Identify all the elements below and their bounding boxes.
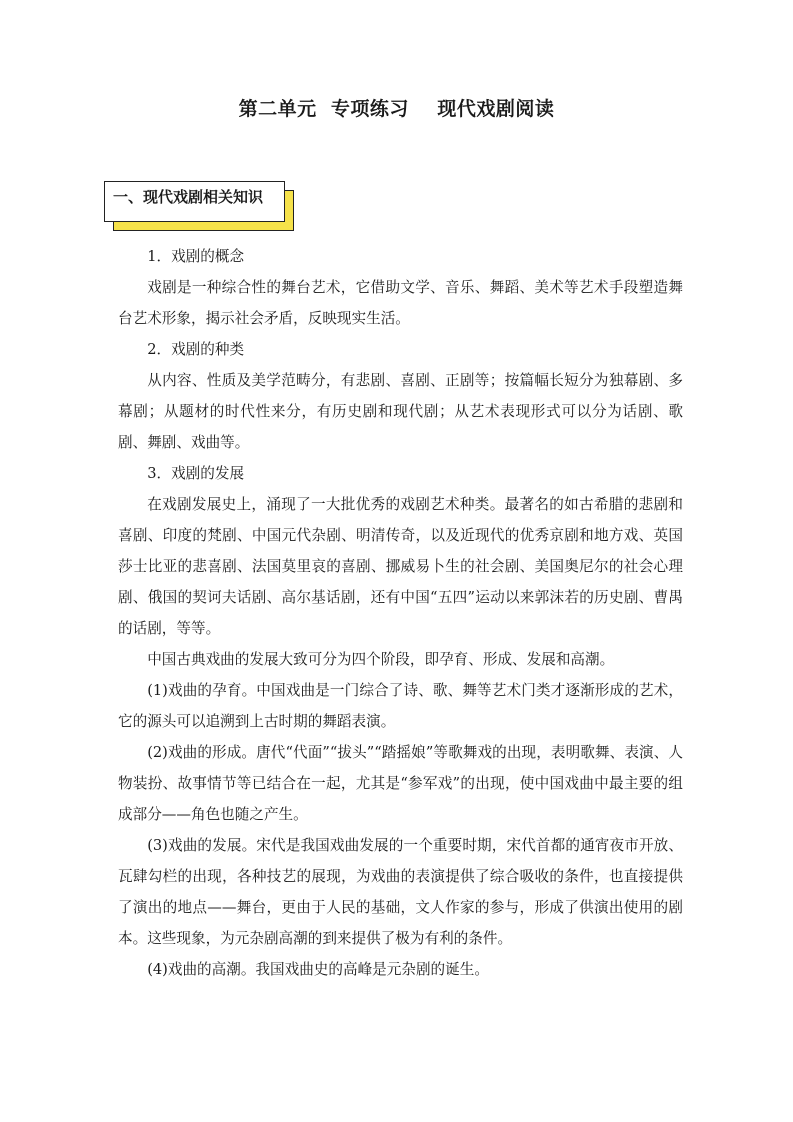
- subheading-types: 2．戏剧的种类: [147, 341, 245, 358]
- paragraph-types: 从内容、性质及美学范畴分，有悲剧、喜剧、正剧等；按篇幅长短分为独幕剧、多幕剧；从题材的时代性来分，有历史剧和现代剧；从艺术表现形式可以分为话剧、歌剧、舞剧、戏曲等。: [118, 372, 683, 451]
- body-content: [118, 241, 683, 985]
- paragraph-development: 在戏剧发展史上，涌现了一大批优秀的戏剧艺术种类。最著名的如古希腊的悲剧和喜剧、印度的梵剧、中国元代杂剧、明清传奇，以及近现代的优秀京剧和地方戏、英国莎士比亚的悲喜剧、法国莫里哀的喜剧、挪威易卜生的社会剧、美国奥尼尔的社会心理剧、俄国的契诃夫话剧、高尔基话剧，还有中国“五四”运动以来郭沫若的历史剧、曹禺的话剧，等等。: [118, 496, 683, 637]
- paragraph-stages-intro: 中国古典戏曲的发展大致可分为四个阶段，即孕育、形成、发展和高潮。: [147, 651, 615, 668]
- paragraph-stage-3: (3)戏曲的发展。宋代是我国戏曲发展的一个重要时期，宋代首都的通宵夜市开放、瓦肆勾栏的出现，各种技艺的展现，为戏曲的表演提供了综合吸收的条件，也直接提供了演出的地点——舞台，更由于人民的基础，文人作家的参与，形成了供演出使用的剧本。这些现象，为元杂剧高潮的到来提供了极为有利的条件。: [118, 837, 683, 947]
- subheading-development: 3．戏剧的发展: [147, 465, 245, 482]
- page-title: 第二单元 专项练习 现代戏剧阅读: [238, 98, 555, 120]
- subheading-concept: 1．戏剧的概念: [147, 248, 245, 265]
- paragraph-concept: 戏剧是一种综合性的舞台艺术，它借助文学、音乐、舞蹈、美术等艺术手段塑造舞台艺术形象，揭示社会矛盾，反映现实生活。: [118, 279, 683, 327]
- section-heading-box: [104, 181, 294, 231]
- section-box-frame: [104, 181, 285, 222]
- section-title: 一、现代戏剧相关知识: [113, 188, 264, 206]
- paragraph-stage-2: (2)戏曲的形成。唐代“代面”“拔头”“踏摇娘”等歌舞戏的出现，表明歌舞、表演、人物装扮、故事情节等已结合在一起，尤其是“参军戏”的出现，使中国戏曲中最主要的组成部分——角色也随之产生。: [118, 744, 683, 823]
- paragraph-stage-4: (4)戏曲的高潮。我国戏曲史的高峰是元杂剧的诞生。: [147, 961, 489, 978]
- paragraph-stage-1: (1)戏曲的孕育。中国戏曲是一门综合了诗、歌、舞等艺术门类才逐渐形成的艺术，它的源头可以追溯到上古时期的舞蹈表演。: [118, 682, 683, 730]
